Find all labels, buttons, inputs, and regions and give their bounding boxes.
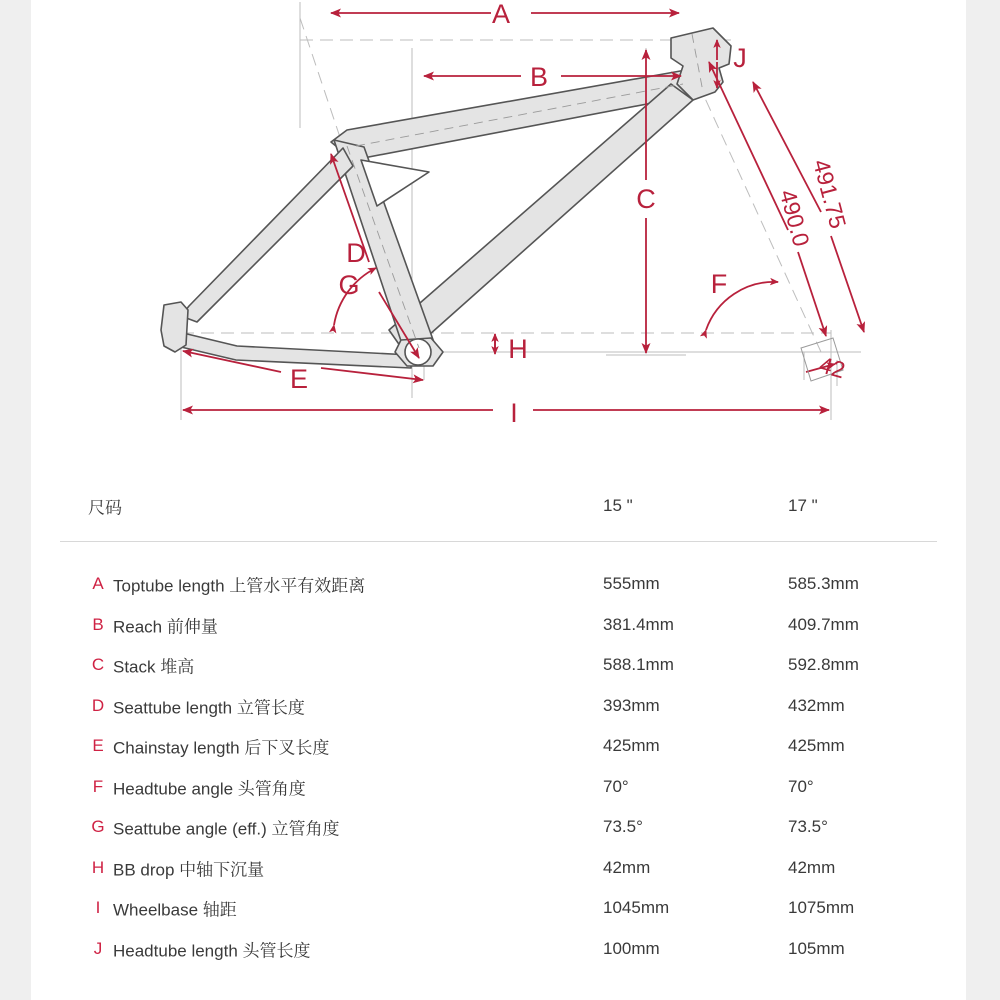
table-row xyxy=(31,807,966,848)
label-F: F xyxy=(710,269,728,299)
header-size-label: 尺码 xyxy=(88,498,122,518)
row-name: Seattube length 立管长度 xyxy=(113,698,305,718)
table-row xyxy=(31,564,966,605)
numeric-callout-text xyxy=(775,157,852,384)
label-D: D xyxy=(346,238,366,268)
row-value-17: 73.5° xyxy=(788,817,828,837)
table-row xyxy=(31,645,966,686)
row-key: G xyxy=(91,817,105,837)
table-row xyxy=(31,888,966,929)
row-name: Stack 堆高 xyxy=(113,657,195,677)
dim-490-up xyxy=(709,62,788,230)
callout-490-0: 490.0 xyxy=(774,186,815,250)
row-value-15: 425mm xyxy=(603,736,660,756)
row-value-15: 1045mm xyxy=(603,898,670,918)
row-value-15: 100mm xyxy=(603,938,660,958)
row-value-17: 409.7mm xyxy=(788,614,859,634)
row-value-15: 588.1mm xyxy=(603,655,674,675)
row-value-15: 70° xyxy=(603,776,629,796)
frame-geometry-diagram xyxy=(31,0,966,470)
row-name: Wheelbase 轴距 xyxy=(113,900,237,920)
label-I: I xyxy=(510,398,518,428)
row-key: H xyxy=(91,857,105,877)
row-key: F xyxy=(92,776,104,796)
row-name: Toptube length 上管水平有效距离 xyxy=(113,576,366,596)
header-divider xyxy=(60,541,937,542)
row-key: B xyxy=(92,614,104,634)
row-key: A xyxy=(92,574,104,594)
dim-490-down xyxy=(798,252,826,336)
row-name: Headtube angle 头管角度 xyxy=(113,779,306,799)
row-key: C xyxy=(91,655,105,675)
geometry-svg xyxy=(31,0,966,470)
seat-stay xyxy=(181,148,353,322)
label-A: A xyxy=(491,0,511,29)
content-sheet xyxy=(31,0,966,1000)
row-name: BB drop 中轴下沉量 xyxy=(113,860,265,880)
row-value-15: 555mm xyxy=(603,574,660,594)
table-header-row xyxy=(31,470,966,542)
geometry-spec-table xyxy=(31,470,966,969)
row-value-17: 592.8mm xyxy=(788,655,859,675)
row-value-17: 1075mm xyxy=(788,898,855,918)
label-B: B xyxy=(529,62,549,92)
label-J: J xyxy=(733,43,747,73)
rear-dropout xyxy=(161,302,188,352)
callout-42: 42 xyxy=(816,351,849,384)
header-col-17: 17 " xyxy=(788,496,818,515)
row-key: D xyxy=(91,695,105,715)
row-value-15: 42mm xyxy=(603,857,651,877)
table-row xyxy=(31,605,966,646)
row-value-17: 432mm xyxy=(788,695,845,715)
label-G: G xyxy=(338,270,360,300)
row-key: I xyxy=(95,898,101,918)
row-name: Chainstay length 后下叉长度 xyxy=(113,738,330,758)
row-value-17: 585.3mm xyxy=(788,574,859,594)
dim-49175-down xyxy=(831,236,864,332)
table-row xyxy=(31,848,966,889)
row-key: J xyxy=(93,938,103,958)
label-C: C xyxy=(636,184,656,214)
row-value-17: 425mm xyxy=(788,736,845,756)
chain-stay xyxy=(181,333,411,368)
row-name: Seattube angle (eff.) 立管角度 xyxy=(113,819,340,839)
table-row xyxy=(31,767,966,808)
table-row xyxy=(31,686,966,727)
label-H: H xyxy=(508,334,528,364)
label-E: E xyxy=(289,364,309,394)
row-value-15: 393mm xyxy=(603,695,660,715)
row-value-17: 70° xyxy=(788,776,814,796)
table-row xyxy=(31,726,966,767)
row-key: E xyxy=(92,736,104,756)
callout-491-75: 491.75 xyxy=(808,156,852,232)
header-spacer xyxy=(31,542,966,564)
row-name: Headtube length 头管长度 xyxy=(113,941,311,961)
row-value-15: 73.5° xyxy=(603,817,643,837)
row-value-17: 105mm xyxy=(788,938,845,958)
row-name: Reach 前伸量 xyxy=(113,617,218,637)
dim-E-right xyxy=(321,368,423,380)
row-value-17: 42mm xyxy=(788,857,836,877)
row-value-15: 381.4mm xyxy=(603,614,674,634)
header-col-15: 15 " xyxy=(603,496,633,515)
table-row xyxy=(31,929,966,970)
